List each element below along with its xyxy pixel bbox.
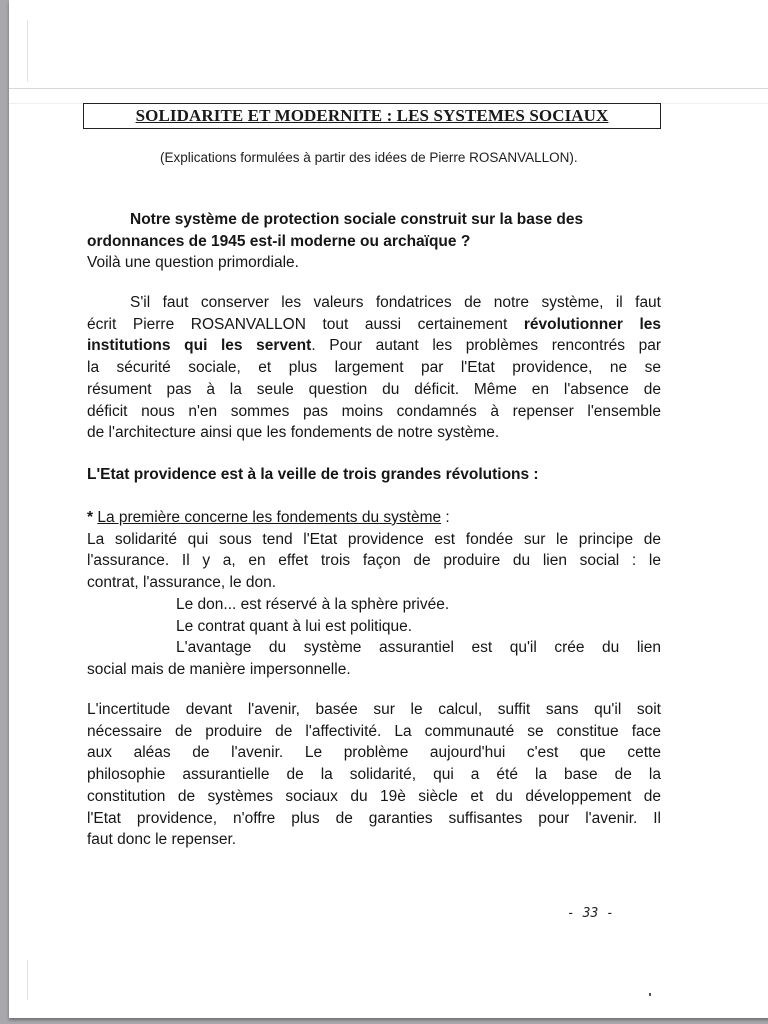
paragraph-line: La solidarité qui sous tend l'Etat providence est fondée sur le principe de [87, 530, 661, 548]
section-1 [87, 507, 661, 681]
paragraph-text: . Pour autant les problèmes rencontrés par [311, 337, 661, 355]
paragraph-line: l'Etat providence, n'offre plus de garanties suffisantes pour l'avenir. Il [87, 809, 661, 827]
paragraph-line: aux aléas de l'avenir. Le problème aujourd'hui c'est que cette [87, 744, 661, 762]
paragraph-line: L'incertitude devant l'avenir, basée sur le calcul, suffit sans qu'il soit [87, 701, 661, 718]
paragraph-line: résument pas à la seule question du déficit. Même en l'absence de [87, 380, 661, 398]
scan-speck [649, 993, 651, 996]
intro-line: ordonnances de 1945 est-il moderne ou archaïque ? [87, 232, 471, 250]
paragraph-line: déficit nous n'en sommes pas moins condamnés à repenser l'ensemble [87, 402, 661, 420]
paragraph-1 [87, 292, 661, 444]
paragraph-line: social mais de manière impersonnelle. [87, 660, 351, 678]
emphasis-text: institutions qui les servent [87, 337, 312, 355]
paragraph-line: L'avantage du système assurantiel est qu'il crée du lien [176, 639, 661, 657]
paragraph-line: philosophie assurantielle de la solidarité, qui a été la base de la [87, 766, 661, 784]
paragraph-line: Le contrat quant à lui est politique. [176, 617, 413, 635]
colon: : [441, 509, 450, 526]
paragraph-line: Le don... est réservé à la sphère privée. [176, 595, 450, 613]
paragraph-line: nécessaire de produire de l'affectivité. La communauté se constitue face [87, 722, 661, 740]
paragraph-line: S'il faut conserver les valeurs fondatrices de notre système, il faut [130, 294, 661, 311]
section-title: La première concerne les fondements du système [97, 509, 442, 526]
paragraph-line [87, 335, 661, 357]
document-title: SOLIDARITE ET MODERNITE : LES SYSTEMES SOCIAUX [135, 106, 609, 125]
margin-mark [27, 20, 28, 82]
title-box [83, 103, 661, 129]
intro-line: Voilà une question primordiale. [87, 254, 299, 272]
paragraph-line: de l'architecture ainsi que les fondements de notre système. [87, 424, 500, 442]
emphasis-text: révolutionner les [523, 315, 661, 333]
bullet: * [87, 509, 98, 526]
section-heading: L'Etat providence est à la veille de trois grandes révolutions : [87, 466, 539, 483]
section-title-line [87, 507, 661, 529]
document-subtitle: (Explications formulées à partir des idées de Pierre ROSANVALLON). [160, 150, 578, 165]
document-page [9, 0, 768, 1018]
page-number: - 33 - [567, 906, 614, 921]
intro-paragraph [87, 209, 661, 274]
margin-mark [27, 960, 28, 1000]
paragraph-2 [87, 699, 661, 851]
intro-line: Notre système de protection sociale construit sur la base des [130, 211, 584, 228]
page-top-edge [9, 0, 768, 89]
paragraph-text: écrit Pierre ROSANVALLON tout aussi certainement [87, 315, 524, 333]
paragraph-line: l'assurance. Il y a, en effet trois façon de produire du lien social : le [87, 552, 661, 570]
paragraph-line [87, 314, 661, 336]
paragraph-line: faut donc le repenser. [87, 831, 237, 849]
paragraph-line: la sécurité sociale, et plus largement par l'Etat providence, ne se [87, 359, 661, 377]
paragraph-line: contrat, l'assurance, le don. [87, 574, 277, 592]
paragraph-line: constitution de systèmes sociaux du 19è siècle et du développement de [87, 787, 661, 805]
